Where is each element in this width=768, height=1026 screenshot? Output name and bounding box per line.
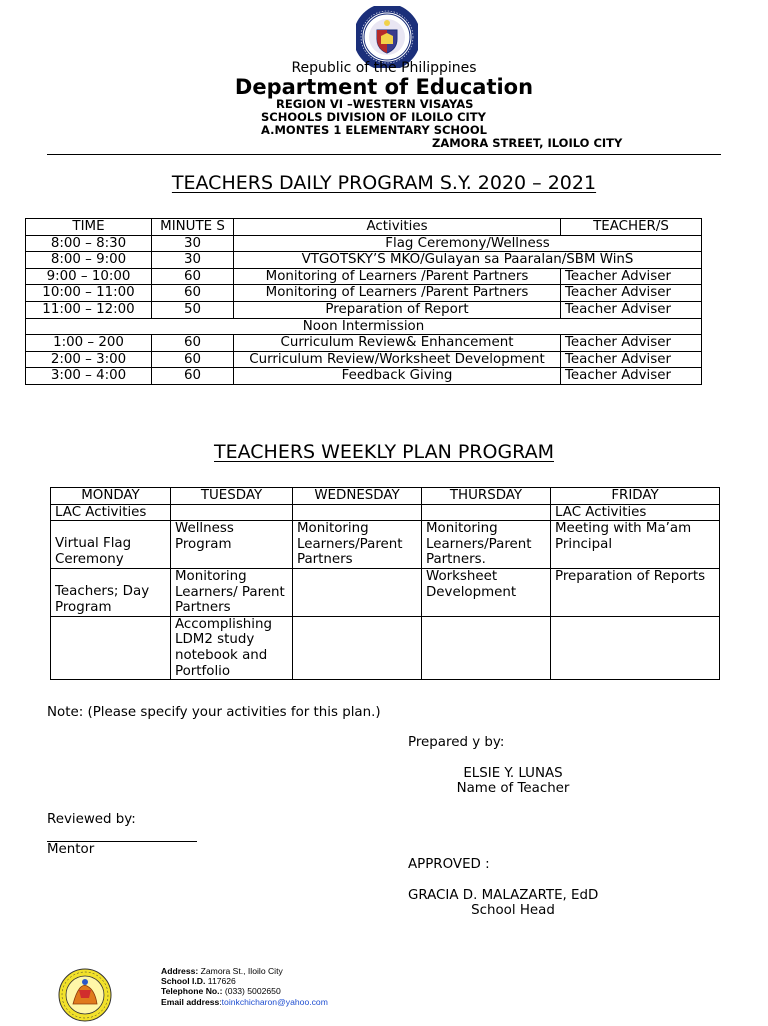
street-line: ZAMORA STREET, ILOILO CITY <box>432 136 623 150</box>
school-head-name: GRACIA D. MALAZARTE, EdD <box>408 888 599 903</box>
plan-cell <box>51 616 171 679</box>
region-line: REGION VI –WESTERN VISAYAS <box>276 97 474 111</box>
teacher-cell: Teacher Adviser <box>561 351 702 368</box>
table-header-row <box>26 219 702 236</box>
approved-label: APPROVED : <box>408 857 490 872</box>
teacher-cell: Teacher Adviser <box>561 301 702 318</box>
plan-cell: Meeting with Ma’am Principal <box>551 521 720 569</box>
department-title: Department of Education <box>234 75 534 99</box>
telephone-label: Telephone No.: <box>161 986 223 997</box>
table-row <box>51 568 720 616</box>
table-header-row <box>51 488 720 505</box>
day-header: MONDAY <box>51 488 171 505</box>
plan-cell: Wellness Program <box>171 521 293 569</box>
minutes-cell: 30 <box>152 252 234 269</box>
header-cell: TEACHER/S <box>561 219 702 236</box>
plan-cell: Monitoring Learners/ Parent Partners <box>171 568 293 616</box>
table-row <box>26 351 702 368</box>
school-id-line <box>161 976 328 986</box>
teacher-cell: Teacher Adviser <box>561 335 702 352</box>
teacher-cell: Teacher Adviser <box>561 268 702 285</box>
plan-cell <box>551 616 720 679</box>
school-head-role: School Head <box>471 903 555 918</box>
plan-cell: LAC Activities <box>551 504 720 521</box>
time-cell: 10:00 – 11:00 <box>26 285 152 302</box>
weekly-plan-title: TEACHERS WEEKLY PLAN PROGRAM <box>214 441 554 463</box>
header-cell: Activities <box>234 219 561 236</box>
plan-cell <box>293 616 422 679</box>
activity-cell: Preparation of Report <box>234 301 561 318</box>
contact-footer <box>161 966 328 1007</box>
table-row <box>26 301 702 318</box>
day-header: WEDNESDAY <box>293 488 422 505</box>
table-row <box>26 318 702 335</box>
daily-program-title: TEACHERS DAILY PROGRAM S.Y. 2020 – 2021 <box>171 172 597 194</box>
minutes-cell: 60 <box>152 368 234 385</box>
prepared-by-label: Prepared y by: <box>408 735 505 750</box>
school-line: A.MONTES 1 ELEMENTARY SCHOOL <box>261 123 487 137</box>
teacher-cell: Teacher Adviser <box>561 285 702 302</box>
table-row <box>26 335 702 352</box>
republic-line: Republic of the Philippines <box>291 60 477 76</box>
plan-cell <box>293 504 422 521</box>
table-row <box>26 368 702 385</box>
plan-cell: Preparation of Reports <box>551 568 720 616</box>
teacher-cell: Teacher Adviser <box>561 368 702 385</box>
plan-cell <box>293 568 422 616</box>
activity-cell: Curriculum Review& Enhancement <box>234 335 561 352</box>
time-cell: 8:00 – 8:30 <box>26 235 152 252</box>
day-header: TUESDAY <box>171 488 293 505</box>
minutes-cell: 60 <box>152 351 234 368</box>
address-line <box>161 966 328 976</box>
header-cell: TIME <box>26 219 152 236</box>
plan-cell <box>171 504 293 521</box>
school-id-value: 117626 <box>207 976 236 987</box>
day-header: THURSDAY <box>422 488 551 505</box>
table-row <box>26 285 702 302</box>
minutes-cell: 60 <box>152 285 234 302</box>
weekly-plan-table <box>50 487 720 680</box>
plan-cell: Monitoring Learners/Parent Partners. <box>422 521 551 569</box>
teacher-name: ELSIE Y. LUNAS <box>463 766 563 781</box>
activity-cell: VTGOTSKY’S MKO/Gulayan sa Paaralan/SBM WinS <box>234 252 702 269</box>
plan-cell: Worksheet Development <box>422 568 551 616</box>
plan-cell: Virtual Flag Ceremony <box>51 521 171 569</box>
time-cell: 3:00 – 4:00 <box>26 368 152 385</box>
plan-cell <box>422 616 551 679</box>
time-cell: 1:00 – 200 <box>26 335 152 352</box>
mentor-label: Mentor <box>47 842 95 857</box>
plan-cell: Accomplishing LDM2 study notebook and Portfolio <box>171 616 293 679</box>
time-cell: 2:00 – 3:00 <box>26 351 152 368</box>
time-cell: 9:00 – 10:00 <box>26 268 152 285</box>
telephone-line <box>161 986 328 996</box>
table-row <box>51 616 720 679</box>
time-cell: 8:00 – 9:00 <box>26 252 152 269</box>
plan-cell: LAC Activities <box>51 504 171 521</box>
plan-note: Note: (Please specify your activities for this plan.) <box>47 705 381 720</box>
plan-cell <box>422 504 551 521</box>
address-label: Address: <box>161 966 199 976</box>
telephone-value: (033) 5002650 <box>224 986 281 997</box>
table-row <box>26 268 702 285</box>
address-value: Zamora St., Iloilo City <box>200 966 283 976</box>
division-line: SCHOOLS DIVISION OF ILOILO CITY <box>261 110 486 124</box>
table-row <box>26 252 702 269</box>
minutes-cell: 50 <box>152 301 234 318</box>
table-row <box>51 521 720 569</box>
header-divider <box>47 154 721 155</box>
email-link[interactable]: toinkchicharon@yahoo.com <box>221 996 328 1007</box>
email-line: Email address:toinkchicharon@yahoo.com <box>161 996 328 1007</box>
table-row <box>51 504 720 521</box>
school-id-label: School I.D. <box>161 976 206 987</box>
email-label: Email address <box>161 996 220 1007</box>
activity-cell: Feedback Giving <box>234 368 561 385</box>
deped-seal <box>356 6 418 68</box>
activity-cell: Curriculum Review/Worksheet Development <box>234 351 561 368</box>
time-cell: 11:00 – 12:00 <box>26 301 152 318</box>
header-cell: MINUTE S <box>152 219 234 236</box>
noon-intermission-cell: Noon Intermission <box>26 318 702 335</box>
daily-program-table <box>25 218 702 385</box>
activity-cell: Flag Ceremony/Wellness <box>234 235 702 252</box>
activity-cell: Monitoring of Learners /Parent Partners <box>234 285 561 302</box>
plan-cell: Monitoring Learners/Parent Partners <box>293 521 422 569</box>
day-header: FRIDAY <box>551 488 720 505</box>
reviewed-by-label: Reviewed by: <box>47 812 136 827</box>
plan-cell: Teachers; Day Program <box>51 568 171 616</box>
minutes-cell: 60 <box>152 335 234 352</box>
activity-cell: Monitoring of Learners /Parent Partners <box>234 268 561 285</box>
teacher-role: Name of Teacher <box>456 781 570 796</box>
minutes-cell: 60 <box>152 268 234 285</box>
school-logo <box>53 968 117 1022</box>
table-row <box>26 235 702 252</box>
minutes-cell: 30 <box>152 235 234 252</box>
